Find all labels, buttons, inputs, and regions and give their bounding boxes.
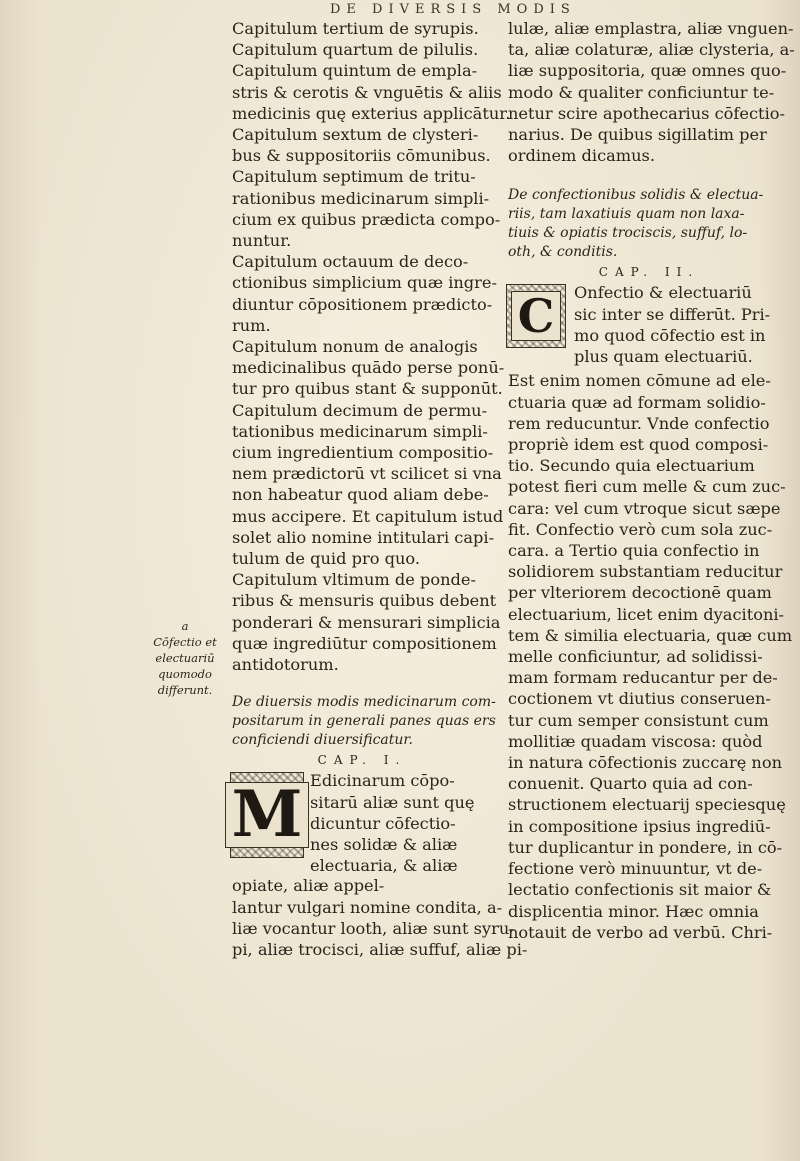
text-line: melle conficiuntur, ad solidissi-: [508, 647, 763, 667]
text-line: Capitulum quintum de empla-: [232, 61, 478, 81]
text-line: Onfectio & electuariū: [574, 283, 752, 303]
chapter-label: CAP. II.: [598, 265, 700, 280]
text-line: Capitulum septimum de tritu-: [232, 167, 476, 187]
text-line: potest fieri cum melle & cum zuc-: [508, 477, 786, 497]
text-line: coctionem vt diutius conseruen-: [508, 689, 771, 709]
ornamental-initial: [506, 284, 566, 348]
text-line: cara: vel cum vtroque sicut sæpe: [508, 498, 781, 518]
text-line: lulæ, aliæ emplastra, aliæ vnguen-: [508, 19, 794, 38]
text-line: Est enim nomen cōmune ad ele-: [508, 371, 771, 391]
text-line: liæ vocantur looth, aliæ sunt syru-: [232, 918, 515, 938]
text-line: Capitulum decimum de permu-: [232, 400, 488, 420]
text-line: tur pro quibus stant & supponūt.: [232, 379, 503, 399]
initial-letter: M: [225, 782, 310, 848]
chapter-label: CAP. I.: [317, 753, 407, 768]
text-line: Capitulum tertium de syrupis.: [232, 19, 479, 38]
paragraph-continuation: [232, 875, 528, 960]
right-column: [508, 18, 795, 943]
text-line: in natura cōfectionis zuccarę non: [508, 753, 783, 773]
text-line: ctuaria quæ ad formam solidio-: [508, 392, 766, 412]
text-line: stris & cerotis & vnguētis & aliis: [232, 82, 502, 102]
section-heading: [508, 186, 790, 262]
dropcap-paragraph: [508, 282, 790, 370]
text-line: De diuersis modis medicinarum com-: [232, 694, 496, 711]
text-line: tationibus medicinarum simpli-: [232, 421, 488, 441]
text-line: nem prædictorū vt scilicet si vna: [232, 464, 502, 484]
text-line: lectatio confectionis sit maior &: [508, 880, 772, 900]
text-line: solidiorem substantiam reducitur: [508, 562, 783, 582]
text-line: netur scire apothecarius cōfectio-: [508, 103, 785, 123]
text-line: propriè idem est quod composi-: [508, 435, 769, 455]
text-line: tiuis & opiatis trociscis, suffuf, lo-: [508, 225, 748, 242]
paragraph-continuation: [508, 18, 795, 166]
text-line: mam formam reducantur per de-: [508, 668, 778, 688]
ornamental-initial: [230, 772, 304, 858]
text-line: pi, aliæ trocisci, aliæ suffuf, aliæ pi-: [232, 939, 528, 959]
text-line: narius. De quibus sigillatim per: [508, 125, 767, 145]
text-line: solet alio nomine intitulari capi-: [232, 527, 495, 547]
text-line: sitarū aliæ sunt quę: [310, 792, 475, 812]
text-line: in compositione ipsius ingrediū-: [508, 816, 771, 836]
text-line: oth, & conditis.: [508, 244, 618, 261]
text-line: Capitulum quartum de pilulis.: [232, 40, 479, 60]
margin-note-line: quomodo: [158, 667, 212, 681]
text-line: rem reducuntur. Vnde confectio: [508, 413, 770, 433]
text-line: lantur vulgari nomine condita, a-: [232, 897, 503, 917]
text-line: sic inter se differūt. Pri-: [574, 304, 771, 324]
text-line: electuarium, licet enim dyacitoni-: [508, 604, 785, 624]
text-line: tulum de quid pro quo.: [232, 549, 420, 569]
text-line: liæ suppositoria, quæ omnes quo-: [508, 61, 787, 81]
text-line: antidotorum.: [232, 655, 339, 675]
text-line: rum.: [232, 315, 271, 335]
text-line: notauit de verbo ad verbū. Chri-: [508, 922, 773, 942]
text-line: mo quod cōfectio est in: [574, 325, 766, 345]
margin-note-line: a: [181, 619, 189, 633]
text-line: cium ex quibus prædicta compo-: [232, 209, 501, 229]
text-line: Capitulum vltimum de ponde-: [232, 570, 476, 590]
text-line: bus & suppositoriis cōmunibus.: [232, 146, 491, 166]
text-line: Capitulum nonum de analogis: [232, 337, 478, 357]
text-line: mollitiæ quadam viscosa: quòd: [508, 731, 763, 751]
text-line: cara. a Tertio quia confectio in: [508, 541, 760, 561]
text-line: Edicinarum cōpo-: [310, 771, 455, 791]
text-line: displicentia minor. Hæc omnia: [508, 901, 759, 921]
text-line: medicinis quę exterius applicātur.: [232, 103, 511, 123]
text-line: dicuntur cōfectio-: [310, 813, 456, 833]
text-line: nuntur.: [232, 231, 292, 251]
text-line: tem & similia electuaria, quæ cum: [508, 625, 793, 645]
text-line: rationibus medicinarum simpli-: [232, 188, 490, 208]
text-line: De confectionibus solidis & electua-: [508, 187, 764, 204]
table-of-contents: [232, 18, 511, 675]
text-line: Capitulum octauum de deco-: [232, 252, 469, 272]
text-line: per vlteriorem decoctionē quam: [508, 583, 772, 603]
dropcap-paragraph: [232, 770, 492, 875]
text-line: ordinem dicamus.: [508, 146, 656, 166]
text-line: tur cum semper consistunt cum: [508, 710, 769, 730]
text-line: cium ingredientium compositio-: [232, 443, 494, 463]
text-line: positarum in generali panes quas ers: [232, 713, 496, 730]
text-line: mus accipere. Et capitulum istud: [232, 506, 504, 526]
text-line: ponderari & mensurari simplicia: [232, 612, 501, 632]
text-line: tio. Secundo quia electuarium: [508, 456, 755, 476]
text-line: electuaria, & aliæ: [310, 856, 458, 876]
margin-note-line: Cōfectio et: [153, 635, 217, 649]
margin-note: [145, 618, 225, 698]
paragraph-body: [508, 370, 793, 942]
text-line: plus quam electuariū.: [574, 347, 753, 367]
text-line: opiate, aliæ appel-: [232, 876, 385, 896]
margin-note-line: differunt.: [157, 683, 213, 697]
text-line: tur duplicantur in pondere, in cō-: [508, 837, 783, 857]
text-line: conuenit. Quarto quia ad con-: [508, 774, 753, 794]
text-line: conficiendi diuersificatur.: [232, 732, 414, 749]
text-line: riis, tam laxatiuis quam non laxa-: [508, 206, 745, 223]
text-line: structionem electuarij speciesquę: [508, 795, 786, 815]
text-line: ctionibus simplicium quæ ingre-: [232, 273, 497, 293]
text-line: ta, aliæ colaturæ, aliæ clysteria, a-: [508, 40, 795, 60]
text-line: ribus & mensuris quibus debent: [232, 591, 497, 611]
text-line: diuntur cōpositionem prædicto-: [232, 294, 493, 314]
initial-letter: C: [511, 291, 562, 341]
section-heading: [232, 693, 496, 750]
margin-note-line: electuariū: [155, 651, 215, 665]
running-head: DE DIVERSIS MODIS: [330, 2, 576, 17]
text-line: nes solidæ & aliæ: [310, 834, 458, 854]
text-line: fectione verò minuuntur, vt de-: [508, 859, 763, 879]
left-column: [231, 18, 528, 960]
text-line: Capitulum sextum de clysteri-: [232, 125, 479, 145]
text-line: quæ ingrediūtur compositionem: [232, 633, 497, 653]
text-line: fit. Confectio verò cum sola zuc-: [508, 519, 773, 539]
text-line: medicinalibus quādo perse ponū-: [232, 358, 505, 378]
text-line: modo & qualiter conficiuntur te-: [508, 82, 775, 102]
text-line: non habeatur quod aliam debe-: [232, 485, 489, 505]
